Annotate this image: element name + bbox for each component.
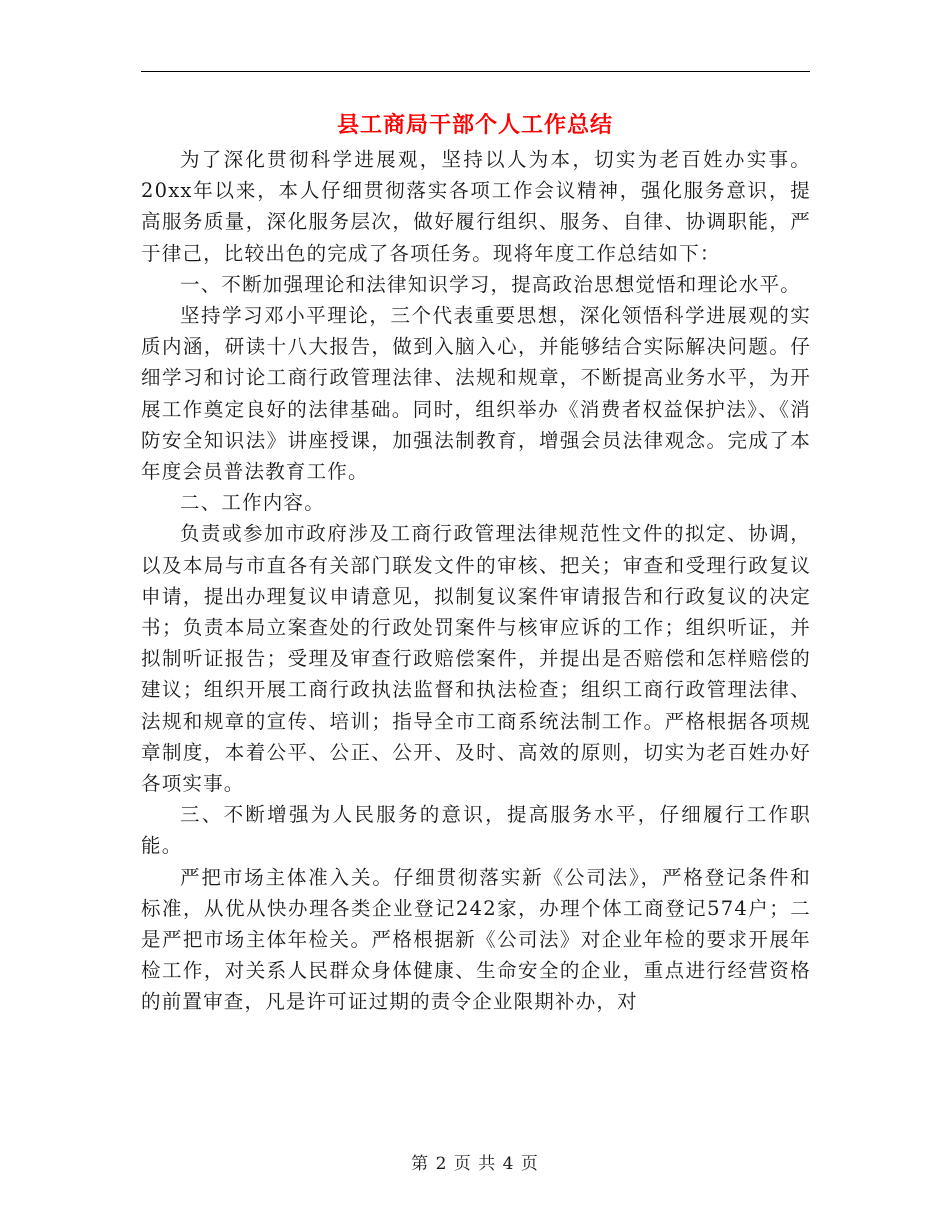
page-number-footer: 第 2 页 共 4 页 [411, 1154, 539, 1174]
paragraph-intro: 为了深化贯彻科学进展观，坚持以人为本，切实为老百姓办实事。20xx年以来，本人仔细贯彻落实各项工作会议精神，强化服务意识，提高服务质量，深化服务层次，做好履行组织、服务、自律、协调职能，严于律己，比较出色的完成了各项任务。现将年度工作总结如下： [141, 148, 811, 265]
section-heading-1: 一、不断加强理论和法律知识学习，提高政治思想觉悟和理论水平。 [180, 272, 802, 296]
paragraph-market-access: 严把市场主体准入关。仔细贯彻落实新《公司法》，严格登记条件和标准，从优从快办理各类企业登记242家，办理个体工商登记574户；二是严把市场主体年检关。严格根据新《公司法》对企业年检的要求开展年检工作，对关系人民群众身体健康、生命安全的企业，重点进行经营资格的前置审查，凡是许可证过期的责令企业限期补办，对 [141, 865, 811, 1014]
section-heading-3: 三、不断增强为人民服务的意识，提高服务水平，仔细履行工作职能。 [141, 803, 811, 858]
document-body [141, 144, 811, 1018]
section-heading-2: 二、工作内容。 [180, 491, 325, 515]
paragraph-study: 坚持学习邓小平理论，三个代表重要思想，深化领悟科学进展观的实质内涵，研读十八大报告，做到入脑入心，并能够结合实际解决问题。仔细学习和讨论工商行政管理法律、法规和规章，不断提高业务水平，为开展工作奠定良好的法律基础。同时，组织举办《消费者权益保护法》、《消防安全知识法》讲座授课，加强法制教育，增强会员法律观念。完成了本年度会员普法教育工作。 [141, 304, 811, 484]
header-rule [141, 71, 810, 72]
paragraph-work-content: 负责或参加市政府涉及工商行政管理法律规范性文件的拟定、协调，以及本局与市直各有关部门联发文件的审核、把关；审查和受理行政复议申请，提出办理复议申请意见，拟制复议案件审请报告和行政复议的决定书；负责本局立案查处的行政处罚案件与核审应诉的工作；组织听证，并拟制听证报告；受理及审查行政赔偿案件，并提出是否赔偿和怎样赔偿的建议；组织开展工商行政执法监督和执法检查；组织工商行政管理法律、法规和规章的宣传、培训；指导全市工商系统法制工作。严格根据各项规章制度，本着公平、公正、公开、及时、高效的原则，切实为老百姓办好各项实事。 [141, 522, 811, 796]
document-title: 县工商局干部个人工作总结 [336, 113, 613, 138]
